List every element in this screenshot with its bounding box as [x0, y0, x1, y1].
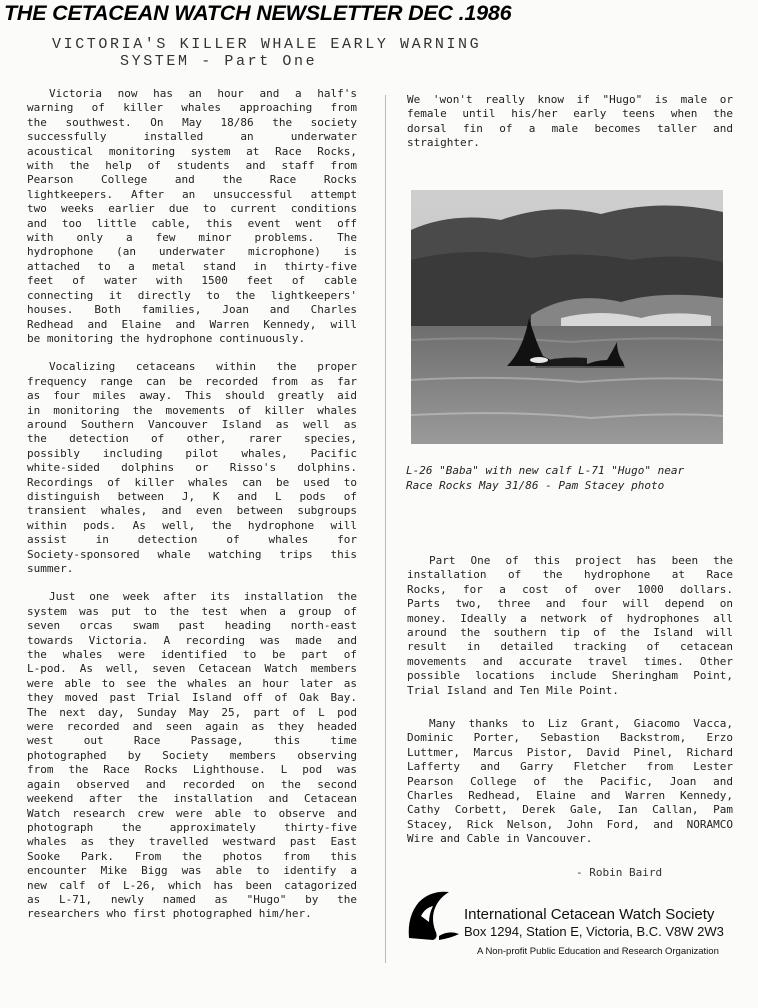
text-line: from the Race Rocks Lighthouse. L pod was: [27, 763, 357, 777]
text-line: Pearson College of the Pacific, Joan and: [407, 774, 733, 788]
text-line: straighter.: [407, 136, 480, 150]
text-line: Wire and Cable in Vancouver.: [407, 832, 593, 846]
org-name: International Cetacean Watch Society: [464, 906, 715, 923]
text-line: Many thanks to Liz Grant, Giacomo Vacca,: [429, 717, 733, 730]
right-column-project-text: [407, 554, 733, 698]
text-line: dorsal fin of a male becomes taller and: [407, 121, 733, 135]
text-line: with the help of students and staff from: [27, 159, 357, 173]
text-line: researchers who first photographed him/her.: [27, 907, 312, 921]
text-line: transient whales, and even between subgroups: [27, 504, 357, 518]
article-title-line-2: SYSTEM - Part One: [120, 53, 318, 70]
text-line: new calf of L-26, which has been catagorized: [27, 878, 357, 892]
text-line: Rocks, for a cost of over 1000 dollars.: [407, 582, 733, 596]
text-line: encounter Mike Bigg was able to identify a: [27, 864, 357, 878]
text-line: system was put to the test when a group of: [27, 604, 357, 618]
photo-caption-line-2: Race Rocks May 31/86 - Pam Stacey photo: [406, 478, 665, 492]
text-line: whales as they travelled westward past East: [27, 835, 357, 849]
text-line: towards Victoria. A recording was made and: [27, 633, 357, 647]
author-signature: - Robin Baird: [576, 866, 663, 879]
text-line: Sooke Park. From the photos from this: [27, 849, 357, 863]
text-line: summer.: [27, 562, 74, 575]
text-line: Redhead and Elaine and Warren Kennedy, will: [27, 317, 357, 331]
text-line: the detection of other, rarer species,: [27, 432, 357, 446]
right-column-intro-text: [407, 93, 733, 151]
text-line: seven orcas swam past heading north-east: [27, 619, 357, 633]
text-line: Recordings of killer whales can be used to: [27, 475, 357, 489]
text-line: the whales were identified to be part of: [27, 648, 357, 662]
text-line: the southwest. On May 18/86 the society: [27, 115, 357, 129]
text-line: distinguish between J, K and L pods of: [27, 489, 357, 503]
text-line: and too little cable, this event went off: [27, 216, 357, 230]
text-line: around Southern Vancouver Island as well as: [27, 417, 357, 431]
text-line: movements and accurate travel times. Other: [407, 654, 733, 668]
text-line: connecting it directly to the lightkeepers': [27, 288, 357, 302]
text-line: photograph the approximately thirty-five: [27, 820, 357, 834]
text-line: as L-71, newly named as "Hugo" by the: [27, 892, 357, 906]
whale-photo: [411, 190, 723, 444]
text-line: Victoria now has an hour and a half's: [49, 87, 357, 100]
text-line: possible locations include Sheringham Point,: [407, 669, 733, 683]
text-line: acoustical monitoring system at Race Rocks,: [27, 144, 357, 158]
text-line: as four miles away. This should greatly aid: [27, 389, 357, 403]
text-line: Vocalizing cetaceans within the proper: [49, 360, 357, 374]
paragraph-gap: [27, 576, 357, 590]
text-line: Trial Island and Ten Mile Point.: [407, 683, 619, 697]
text-line: Part One of this project has been the: [429, 554, 733, 567]
text-line: We 'won't really know if "Hugo" is male or: [407, 93, 733, 106]
text-line: Pearson College and the Race Rocks: [27, 173, 357, 187]
left-column-text: [27, 87, 357, 922]
text-line: within pods. As well, the hydrophone will: [27, 518, 357, 532]
right-column-thanks-text: [407, 717, 733, 847]
text-line: Stacey, Rick Nelson, John Ford, and NORAMCO: [407, 817, 733, 831]
newsletter-banner: THE CETACEAN WATCH NEWSLETTER DEC .1986: [4, 1, 512, 25]
text-line: Watch research crew were able to observe and: [27, 806, 357, 820]
text-line: Luttmer, Marcus Pistor, David Pinel, Richard: [407, 745, 733, 759]
text-line: Parts two, three and four will depend on: [407, 597, 733, 611]
text-line: white-sided dolphins or Risso's dolphins.: [27, 461, 357, 475]
org-address: Box 1294, Station E, Victoria, B.C. V8W 2W3: [464, 924, 724, 939]
text-line: Just one week after its installation the: [49, 590, 357, 604]
text-line: houses. Both families, Joan and Charles: [27, 303, 357, 317]
text-line: in monitoring the movements of killer whales: [27, 403, 357, 417]
text-line: assist in detection of whales for: [27, 533, 357, 547]
orca-logo-icon: [405, 886, 461, 942]
column-divider: [385, 95, 386, 963]
text-line: installation of the hydrophone at Race: [407, 568, 733, 582]
text-line: two weeks earlier due to current conditions: [27, 202, 357, 216]
text-line: Charles Redhead, Elaine and Warren Kennedy,: [407, 789, 733, 803]
text-line: around the southern tip of the Island will: [407, 626, 733, 640]
text-line: Society-sponsored whale watching trips this: [27, 547, 357, 561]
text-line: were able to see the whales an hour later as: [27, 676, 357, 690]
text-line: warning of killer whales approaching from: [27, 101, 357, 115]
text-line: hydrophone (an underwater microphone) is: [27, 245, 357, 259]
text-line: frequency range can be recorded from as far: [27, 374, 357, 388]
text-line: again observed and recorded on the second: [27, 777, 357, 791]
text-line: Cathy Corbett, Derek Gale, Ian Callan, Pam: [407, 803, 733, 817]
text-line: The next day, Sunday May 25, part of L pod: [27, 705, 357, 719]
text-line: photographed by Society members observing: [27, 748, 357, 762]
text-line: west out Race Passage, this time: [27, 734, 357, 748]
text-line: were recorded and seen again as they headed: [27, 720, 357, 734]
org-tagline: A Non-profit Public Education and Research Organization: [477, 946, 719, 957]
text-line: Lafferty and Garry Fletcher from Lester: [407, 760, 733, 774]
text-line: feet of water with 1500 feet of cable: [27, 274, 357, 288]
text-line: they moved past Trial Island off of Oak Bay.: [27, 691, 357, 705]
text-line: possibly including pilot whales, Pacific: [27, 446, 357, 460]
text-line: female until his/her early teens when the: [407, 107, 733, 121]
text-line: lightkeepers. After an unsuccessful attempt: [27, 187, 357, 201]
orca-photo-image: [411, 190, 723, 444]
text-line: weekend after the installation and Cetacean: [27, 792, 357, 806]
text-line: Dominic Porter, Sebastion Backstrom, Erzo: [407, 731, 733, 745]
text-line: be monitoring the hydrophone continuously.: [27, 331, 306, 345]
article-title-line-1: VICTORIA'S KILLER WHALE EARLY WARNING: [52, 36, 482, 53]
paragraph-gap: [27, 346, 357, 360]
text-line: L-pod. As well, seven Cetacean Watch members: [27, 662, 357, 676]
text-line: attached to a metal stand in thirty-five: [27, 259, 357, 273]
photo-caption-line-1: L-26 "Baba" with new calf L-71 "Hugo" near: [406, 464, 685, 477]
photo-caption: [406, 464, 684, 493]
text-line: with only a few minor problems. The: [27, 231, 357, 245]
text-line: successfully installed an underwater: [27, 130, 357, 144]
text-line: money. Ideally a network of hydrophones all: [407, 611, 733, 625]
text-line: result in detailed tracking of cetacean: [407, 640, 733, 654]
